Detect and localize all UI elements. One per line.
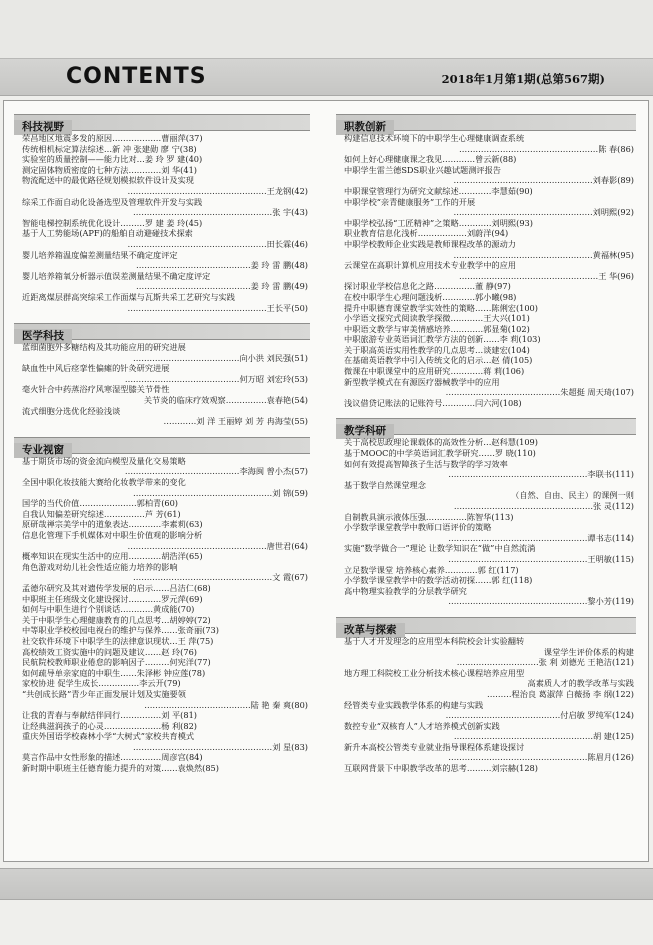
toc-entry[interactable] xyxy=(14,530,310,551)
toc-entry[interactable] xyxy=(336,303,636,314)
toc-entry[interactable] xyxy=(14,271,310,292)
entry-title: 提升中职德育课堂教学实效性的策略……陈俐宏(100) xyxy=(344,302,538,313)
section-header xyxy=(336,418,636,438)
toc-entry[interactable] xyxy=(14,250,310,271)
toc-entry[interactable] xyxy=(336,324,636,335)
entry-title: 关于职高英语实用性教学的几点思考…谈建宏(104) xyxy=(344,344,530,355)
toc-entry[interactable] xyxy=(336,377,636,398)
section-label: 科技视野 xyxy=(14,120,72,135)
toc-entry[interactable] xyxy=(336,165,636,186)
toc-entry[interactable] xyxy=(14,406,310,427)
entry-title: “共创成长路”青少年正面发展计划及实施要领 xyxy=(22,688,186,699)
section-header xyxy=(14,323,310,343)
entry-title: 立足数学课堂 培养核心素养…………郭 红(117) xyxy=(344,564,519,575)
toc-entry[interactable] xyxy=(336,501,636,512)
entry-title: 近距离煤层群高突综采工作面煤与瓦斯共采工艺研究与实践 xyxy=(22,291,235,302)
toc-entry[interactable] xyxy=(14,384,310,405)
entry-title: 自制教具演示液体压强……………陈智华(113) xyxy=(344,511,514,522)
entry-title: 基于期货市场的资金流向模型及量化交易策略 xyxy=(22,455,186,466)
entry-byline: 高素质人才的教学改革与实践 xyxy=(527,678,634,689)
entry-title: 构建信息技术环境下的中职学生心理健康调查系统 xyxy=(344,133,525,143)
entry-title: 传统相机标定算法综述…新 冲 张建勋 廖 宁(38) xyxy=(22,143,197,154)
entry-title: 关于高校思政理论课载体的高效性分析…赵科慧(109) xyxy=(344,437,538,448)
toc-entry[interactable] xyxy=(336,565,636,576)
entry-byline: ……………………………………………黄福林(95) xyxy=(453,249,634,260)
entry-title: 蓝细菌胞外多糖结构及其功能应用的研究进展 xyxy=(22,342,186,353)
entry-title: 如何有效提高智障孩子生活与数学的学习效率 xyxy=(344,458,508,469)
section-gaige xyxy=(336,617,636,774)
toc-entry[interactable] xyxy=(336,239,636,260)
toc-entry[interactable] xyxy=(14,133,310,144)
entry-title: 中职学生雷兰德SDS职业兴趣试题测评报告 xyxy=(344,164,501,175)
toc-entry[interactable] xyxy=(14,165,310,176)
contents-title: CONTENTS xyxy=(66,64,207,89)
toc-entry[interactable] xyxy=(14,710,310,721)
section-yixue xyxy=(14,323,310,427)
toc-entry[interactable] xyxy=(14,292,310,313)
toc-entry[interactable] xyxy=(14,752,310,763)
entry-title: 互联网背景下中职教学改革的思考………刘宗赫(128) xyxy=(344,763,538,774)
toc-entry[interactable] xyxy=(14,689,310,710)
entry-title: 基于MOOC的中学英语词汇教学研究……罗 晓(110) xyxy=(344,448,536,459)
toc-entry[interactable] xyxy=(14,519,310,530)
entry-byline: ……………………………………朱超挺 周天琦(107) xyxy=(445,387,634,398)
entry-title: 自我认知偏差研究综述……………芦 芳(61) xyxy=(22,508,181,519)
toc-entry[interactable] xyxy=(336,480,636,501)
entry-title: 中职旅游专业英语词汇教学方法的创新……李 莉(103) xyxy=(344,334,541,345)
entry-byline: ……………………………………………王 华(96) xyxy=(459,270,634,281)
entry-byline: ……………………………………………刘春影(89) xyxy=(453,175,634,186)
toc-entry[interactable] xyxy=(336,133,636,154)
toc-entry[interactable] xyxy=(14,175,310,196)
entry-byline: ……………………………………………王龙钢(42) xyxy=(127,185,308,196)
entry-title: 孟德尔研究及其对遗传学发展的启示……吕洁仁(68) xyxy=(22,582,211,593)
toc-entry[interactable] xyxy=(14,594,310,605)
toc-entry[interactable] xyxy=(336,543,636,564)
entry-byline: ………程治良 葛淑萍 白薇扬 李 纲(122) xyxy=(486,688,634,699)
entry-byline: ……………………………………………文 霞(67) xyxy=(133,572,308,583)
entry-title: 中职学校“亲青健康服务”工作的开展 xyxy=(344,196,476,207)
toc-entry[interactable] xyxy=(14,342,310,363)
section-header xyxy=(14,437,310,454)
toc-entry[interactable] xyxy=(336,448,636,459)
toc-entry[interactable] xyxy=(336,721,636,742)
toc-entry[interactable] xyxy=(336,334,636,345)
toc-entry[interactable] xyxy=(336,154,636,165)
toc-entry[interactable] xyxy=(14,647,310,658)
section-label: 教学科研 xyxy=(336,424,394,439)
toc-entry[interactable] xyxy=(336,512,636,523)
entry-title: 基于数学自然课堂理念 xyxy=(344,479,426,490)
entry-byline: 课堂学生评价体系的构建 xyxy=(543,646,634,657)
entry-title: 新型教学模式在有源医疗器械教学中的应用 xyxy=(344,376,500,387)
entry-title: 民航院校教师职业倦怠的影响因子………何宪洋(77) xyxy=(22,657,211,668)
entry-byline: ……………………………………………王明敏(115) xyxy=(448,553,634,564)
toc-entry[interactable] xyxy=(14,228,310,249)
entry-byline: ……………………………………………陈眉月(126) xyxy=(448,752,634,763)
toc-entry[interactable] xyxy=(14,625,310,636)
toc-entry[interactable] xyxy=(14,668,310,679)
entry-byline: ……………………………………………黎小芳(119) xyxy=(448,596,634,607)
section-keji xyxy=(14,114,310,313)
entry-title: 在基础英语教学中引入传统文化的启示…赵 倩(105) xyxy=(344,355,533,366)
toc-entry[interactable] xyxy=(336,313,636,324)
section-header xyxy=(14,114,310,131)
entry-title: 微课在中职课堂中的应用研究…………蒋 莉(106) xyxy=(344,366,525,377)
entry-title: 测定固体物质密度的七种方法…………刘 华(41) xyxy=(22,164,197,175)
entry-title: 信息化管理下手机媒体对中职生价值观的影响分析 xyxy=(22,530,203,540)
entry-title: 中职学校弘扬“工匠精神”之策略…………刘明熙(93) xyxy=(344,217,533,228)
entry-title: 中等职业学校校园电视台的维护与保养……张奇丽(73) xyxy=(22,625,219,636)
entry-title: 小学数学课堂教学中教师口语评价的策略 xyxy=(344,522,492,533)
left-column xyxy=(14,114,310,784)
entry-title: 中职课堂管理行为研究文献综述…………李慧茹(90) xyxy=(344,185,533,196)
entry-byline: …………………………张 利 刘德光 王艳洁(121) xyxy=(456,657,634,668)
entry-title: 角色游戏对幼儿社会性适应能力培养的影响 xyxy=(22,561,178,572)
entry-byline: ……………………………………付启敏 罗纯军(124) xyxy=(445,710,634,721)
entry-title: 概率知识在现实生活中的应用…………胡浩洋(65) xyxy=(22,551,203,562)
entry-byline: ……………………………………李海闽 曾小杰(57) xyxy=(124,466,308,477)
section-label: 职教创新 xyxy=(336,120,394,135)
entry-title: 家校协进 促学生成长……………李云开(79) xyxy=(22,678,181,689)
toc-entry[interactable] xyxy=(14,763,310,774)
page-top-margin xyxy=(0,0,653,58)
entry-byline: ……………………………………………陈 春(86) xyxy=(459,143,634,154)
toc-entry[interactable] xyxy=(14,218,310,229)
entry-title: 小学数学课堂教学中的数学活动初探……郭 红(118) xyxy=(344,575,533,586)
contents-frame xyxy=(3,100,649,862)
section-zhuanye xyxy=(14,437,310,774)
entry-title: 国学的当代价值…………………郭柏青(60) xyxy=(22,498,178,509)
toc-entry[interactable] xyxy=(336,689,636,700)
entry-title: 实施“数学做合一”理论 让数学知识在“做”中自然流淌 xyxy=(344,543,536,554)
section-label: 专业视窗 xyxy=(14,443,72,458)
toc-entry[interactable] xyxy=(14,144,310,155)
toc-entry[interactable] xyxy=(14,456,310,477)
entry-byline: …………………………………向小洪 刘民强(51) xyxy=(133,352,308,363)
entry-title: 高校绩效工资实施中的问题及建议……赵 玲(76) xyxy=(22,646,197,657)
entry-title: 流式细胞分选优化经验浅谈 xyxy=(22,405,121,416)
toc-entry[interactable] xyxy=(14,731,310,752)
entry-title: 如何上好心理健康课之我见…………曾云新(88) xyxy=(344,154,517,165)
entry-title: 如何疏导单亲家庭的中职生……朱泽彬 钟应莲(78) xyxy=(22,667,206,678)
toc-entry[interactable] xyxy=(14,604,310,615)
entry-title: 小学语文探究式阅读教学探微…………王大兴(101) xyxy=(344,313,530,324)
toc-entry[interactable] xyxy=(14,562,310,583)
section-label: 医学科技 xyxy=(14,329,72,344)
entry-title: 基于人才开发理念的应用型本科院校会计实验翻转 xyxy=(344,635,525,646)
entry-title: 综采工作面自动化设备选型及管理软件开发与实践 xyxy=(22,196,203,207)
toc-entry[interactable] xyxy=(336,700,636,721)
entry-title: 职业教育信息化浅析………………刘蔚洋(94) xyxy=(344,228,509,239)
entry-title: 让我的青春与奉献结伴同行……………刘 平(81) xyxy=(22,710,197,721)
entry-byline: ……………………………………………胡 建(125) xyxy=(453,731,634,742)
toc-entry[interactable] xyxy=(336,742,636,763)
entry-byline: ……………………………………………张 灵(112) xyxy=(453,501,634,511)
entry-title: 关于中职学生心理健康教育的几点思考…胡婷婷(72) xyxy=(22,614,211,625)
entry-byline: ……………………………………………李联书(111) xyxy=(448,469,634,480)
entry-title: 云课堂在高职计算机应用技术专业教学中的应用 xyxy=(344,260,516,271)
toc-entry[interactable] xyxy=(336,657,636,668)
entry-title: 婴儿培养箱温度偏差测量结果不确定度评定 xyxy=(22,249,178,260)
entry-title: 实验室的质量控制——能力比对…姜 玲 罗 建(40) xyxy=(22,154,203,165)
entry-title: 让经典滋润孩子的心灵…………………杨 利(82) xyxy=(22,720,197,731)
entry-title: 缺血性中风后痉挛性偏瘫的针灸研究进展 xyxy=(22,363,170,374)
toc-entry[interactable] xyxy=(14,551,310,562)
toc-entry[interactable] xyxy=(336,345,636,356)
section-header xyxy=(336,617,636,634)
entry-byline: ……………………………………何万昭 刘宏玲(53) xyxy=(124,373,308,384)
entry-title: 毫火针合中药蒸浴疗风寒湿型膝关节骨性 xyxy=(22,384,170,395)
toc-entry[interactable] xyxy=(336,355,636,366)
entry-byline: （自然、自由、民主）的课例一则 xyxy=(511,490,634,501)
entry-title: 重庆外国语学校森林小学“大树式”家校共育模式 xyxy=(22,731,195,742)
entry-byline: ……………………………………姜 玲 雷 鹏(49) xyxy=(136,281,308,292)
toc-entry[interactable] xyxy=(336,398,636,409)
entry-title: 原研哉禅宗美学中的道象表达…………李素莉(63) xyxy=(22,519,203,530)
entry-title: 新时期中职班主任德育能力提升的对策……袁焕然(85) xyxy=(22,763,219,774)
entry-byline: ……………………………………………唐世君(64) xyxy=(127,540,308,551)
entry-title: 社交软件环境下中职学生的法律意识现状…王 萍(75) xyxy=(22,635,214,646)
entry-title: 如何与中职生进行个别谈话…………黄成能(70) xyxy=(22,604,195,615)
entry-title: 地方理工科院校工业分析技术核心课程培养应用型 xyxy=(344,667,525,678)
entry-title: 智能电梯控制系统优化设计………罗 建 姜 玲(45) xyxy=(22,217,203,228)
toc-entry[interactable] xyxy=(336,366,636,377)
toc-entry[interactable] xyxy=(14,583,310,594)
toc-entry[interactable] xyxy=(336,636,636,657)
entry-title: 数控专业“双核育人”人才培养模式创新实践 xyxy=(344,720,500,731)
section-label: 改革与探索 xyxy=(336,623,405,638)
section-jiaoxue xyxy=(336,418,636,607)
toc-entry[interactable] xyxy=(336,459,636,480)
entry-title: 浅议借贷记账法的记账符号…………闫六河(108) xyxy=(344,397,522,408)
entry-title: 物流配送中的最优路径规划模拟软件设计及实现 xyxy=(22,175,194,186)
toc-entry[interactable] xyxy=(14,509,310,520)
entry-title: 荣昌地区地震多发的原因………………曹丽萍(37) xyxy=(22,133,203,143)
entry-byline: ……………………………………姜 玲 雷 鹏(48) xyxy=(136,260,308,271)
toc-entry[interactable] xyxy=(336,586,636,607)
toc-entry[interactable] xyxy=(336,197,636,218)
entry-byline: …………………………………陆 艳 秦 爽(80) xyxy=(144,699,308,710)
entry-byline: ……………………………………………刘明熙(92) xyxy=(453,207,634,218)
entry-byline: ……………………………………………谭书志(114) xyxy=(448,532,634,543)
toc-entry[interactable] xyxy=(14,498,310,509)
contents-header xyxy=(0,58,653,96)
toc-entry[interactable] xyxy=(14,678,310,689)
toc-entry[interactable] xyxy=(336,292,636,303)
section-header xyxy=(336,114,636,131)
entry-title: 经管类专业实践教学体系的构建与实践 xyxy=(344,699,484,710)
entry-title: 基于人工势能场(APF)的船舶自动避碰技术探索 xyxy=(22,228,193,239)
toc-entry[interactable] xyxy=(336,763,636,774)
entry-byline: ……………………………………………王长平(50) xyxy=(127,302,308,313)
toc-entry[interactable] xyxy=(14,615,310,626)
toc-entry[interactable] xyxy=(336,260,636,281)
entry-byline: 关节炎的临床疗效观察……………袁春艳(54) xyxy=(143,395,308,406)
issue-label: 2018年1月第1期(总第567期) xyxy=(441,72,605,86)
toc-entry[interactable] xyxy=(336,228,636,239)
entry-byline: ……………………………………………张 宇(43) xyxy=(133,207,308,218)
entry-title: 莫言作品中女性形象的描述……………周彦宫(84) xyxy=(22,752,203,763)
toc-entry[interactable] xyxy=(336,437,636,448)
entry-title: 全国中职化妆技能大赛给化妆教学带来的变化 xyxy=(22,477,186,488)
entry-byline: ……………………………………………刘 星(83) xyxy=(133,741,308,752)
entry-byline: …………刘 洋 王丽婷 刘 芳 冉海莹(55) xyxy=(163,416,308,427)
entry-title: 婴儿培养箱氧分析器示值误差测量结果不确定度评定 xyxy=(22,270,211,281)
section-zhijiao xyxy=(336,114,636,408)
entry-byline: ……………………………………………田长霖(46) xyxy=(127,238,308,249)
entry-title: 高中物理实验教学的分层教学研究 xyxy=(344,585,467,596)
toc-entry[interactable] xyxy=(336,281,636,292)
toc-entry[interactable] xyxy=(14,636,310,647)
toc-entry[interactable] xyxy=(336,218,636,229)
toc-entry[interactable] xyxy=(336,575,636,586)
entry-title: 探讨职业学校信息化之路……………董 静(97) xyxy=(344,281,511,292)
entry-title: 中职语文教学与审美情感培养…………郭显菊(102) xyxy=(344,323,530,334)
right-column xyxy=(336,114,636,784)
entry-title: 新升本高校公管类专业就业指导课程体系建设探讨 xyxy=(344,741,525,752)
entry-title: 中职学校教师企业实践是教师课程改革的源动力 xyxy=(344,238,516,249)
entry-byline: ……………………………………………刘 锦(59) xyxy=(133,487,308,498)
toc-entry[interactable] xyxy=(14,721,310,732)
toc-entry[interactable] xyxy=(336,668,636,689)
entry-title: 在校中职学生心理问题浅析…………郭小曦(98) xyxy=(344,291,517,302)
toc-entry[interactable] xyxy=(14,657,310,668)
toc-entry[interactable] xyxy=(14,154,310,165)
toc-entry[interactable] xyxy=(14,197,310,218)
bottom-band xyxy=(0,868,653,900)
toc-entry[interactable] xyxy=(14,363,310,384)
entry-title: 中职班主任班级文化建设探讨…………罗元萍(69) xyxy=(22,593,203,604)
toc-entry[interactable] xyxy=(336,186,636,197)
toc-entry[interactable] xyxy=(336,522,636,543)
toc-entry[interactable] xyxy=(14,477,310,498)
